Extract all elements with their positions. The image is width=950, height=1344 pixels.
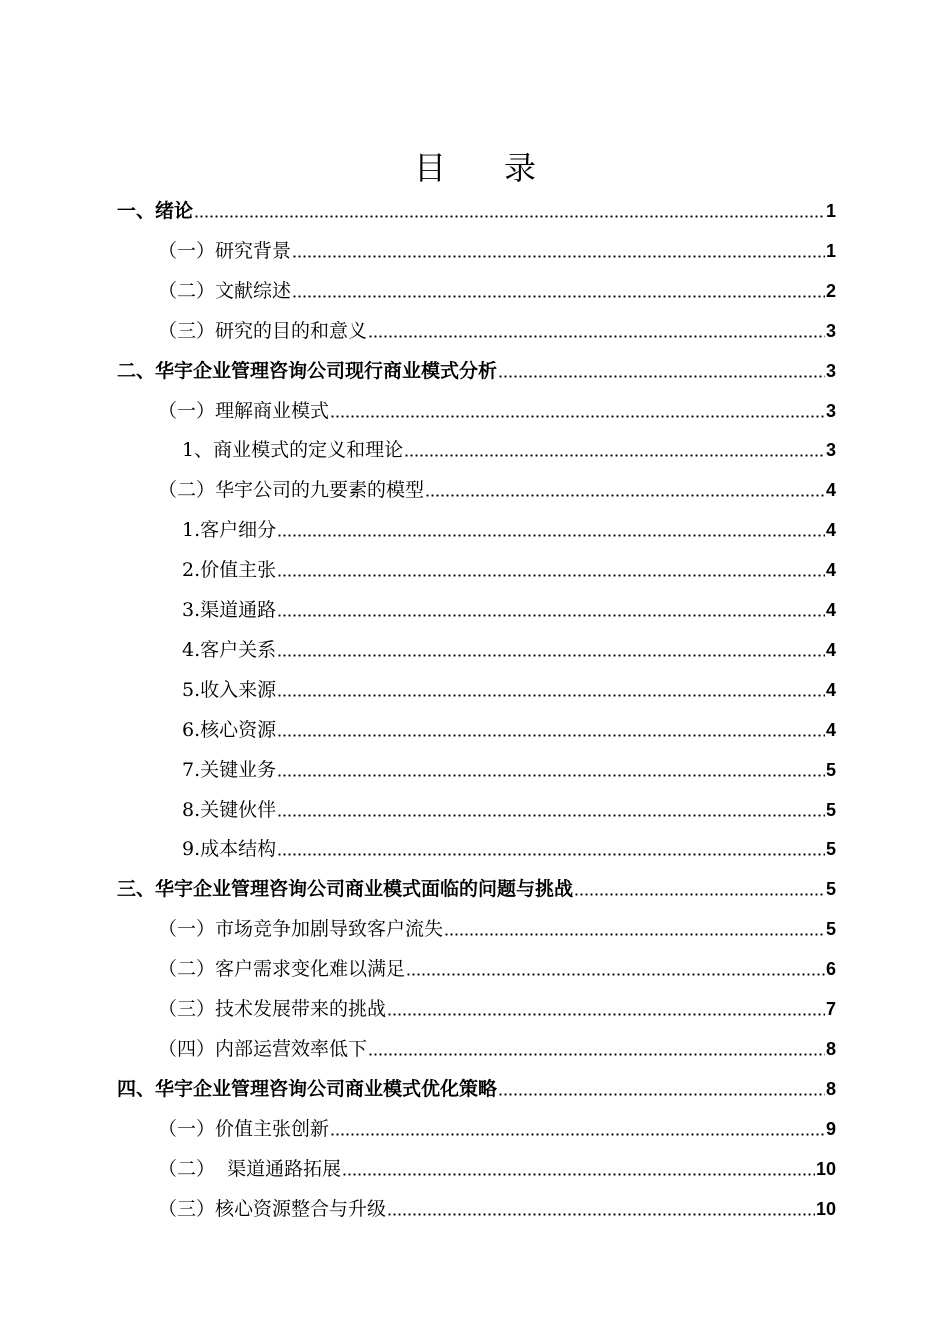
toc-dot-leader [277, 814, 825, 817]
toc-entry-page-number: 8 [825, 1038, 836, 1059]
toc-entry[interactable] [0, 550, 950, 590]
toc-entry-label: 2.价值主张 [182, 559, 277, 582]
toc-entry-page-number: 1 [825, 240, 836, 261]
toc-entry-label: 一、绪论 [117, 200, 194, 222]
toc-entry[interactable] [0, 710, 950, 750]
toc-dot-leader [277, 614, 825, 617]
toc-entry-page-number: 4 [825, 679, 836, 700]
toc-dot-leader [387, 1213, 815, 1216]
toc-entry-page-number: 3 [825, 440, 836, 461]
toc-dot-leader [404, 454, 825, 457]
toc-dot-leader [498, 375, 825, 378]
toc-entry-page-number: 4 [825, 639, 836, 660]
toc-entry-page-number: 9 [825, 1118, 836, 1139]
toc-entry-label: 4.客户关系 [182, 638, 277, 661]
toc-entry-label: （一）市场竞争加剧导致客户流失 [158, 918, 444, 941]
toc-dot-leader [292, 255, 825, 258]
toc-entry-label: 3.渠道通路 [182, 599, 277, 621]
toc-dot-leader [425, 494, 825, 497]
toc-entry-label: （三）技术发展带来的挑战 [158, 998, 387, 1020]
toc-entry[interactable] [0, 829, 950, 869]
toc-entry[interactable] [0, 790, 950, 830]
toc-entry-page-number: 10 [815, 1158, 836, 1179]
toc-dot-leader [574, 893, 825, 896]
toc-dot-leader [277, 574, 825, 577]
toc-entry-label: （一）研究背景 [158, 239, 292, 262]
toc-entry-page-number: 3 [825, 320, 836, 341]
toc-entry[interactable] [0, 391, 950, 431]
toc-entry-page-number: 10 [815, 1198, 836, 1219]
toc-entry-label: （二）华宇公司的九要素的模型 [158, 479, 425, 502]
toc-entry[interactable] [0, 909, 950, 949]
toc-entry-page-number: 5 [825, 839, 836, 860]
toc-entry-page-number: 3 [825, 400, 836, 421]
toc-dot-leader [406, 973, 825, 976]
toc-entry[interactable] [0, 271, 950, 311]
toc-entry-page-number: 4 [825, 600, 836, 620]
toc-entry-page-number: 2 [825, 280, 836, 301]
toc-entry-label: 5.收入来源 [182, 678, 277, 701]
toc-entry[interactable] [0, 1149, 950, 1189]
toc-dot-leader [444, 933, 825, 936]
toc-entry-page-number: 8 [825, 1078, 836, 1099]
toc-entry-page-number: 4 [825, 560, 836, 581]
toc-entry[interactable] [0, 191, 950, 231]
toc-entry-label: （二）客户需求变化难以满足 [158, 958, 406, 981]
toc-entry[interactable] [0, 1189, 950, 1229]
toc-entry[interactable] [0, 1069, 950, 1109]
toc-entry-label: 二、华宇企业管理咨询公司现行商业模式分析 [117, 359, 498, 382]
toc-entry-label: 7.关键业务 [182, 758, 277, 781]
toc-entry-page-number: 5 [825, 879, 836, 900]
toc-dot-leader [498, 1093, 825, 1096]
toc-dot-leader [342, 1173, 815, 1176]
toc-entry[interactable] [0, 231, 950, 271]
toc-entry-page-number: 5 [825, 919, 836, 940]
toc-entry-label: 1、商业模式的定义和理论 [182, 439, 404, 462]
toc-entry-label: （三）核心资源整合与升级 [158, 1197, 387, 1220]
toc-entry[interactable] [0, 590, 950, 630]
toc-entry-label: 6.核心资源 [182, 718, 277, 741]
toc-entry[interactable] [0, 430, 950, 470]
toc-dot-leader [330, 1133, 825, 1136]
toc-dot-leader [277, 774, 825, 777]
toc-entry-page-number: 6 [825, 959, 836, 980]
toc-entry[interactable] [0, 989, 950, 1029]
toc-entry-label: 9.成本结构 [182, 838, 277, 861]
toc-dot-leader [277, 534, 825, 537]
toc-entry-page-number: 5 [825, 799, 836, 820]
toc-dot-leader [387, 1013, 825, 1016]
toc-dot-leader [292, 295, 825, 298]
toc-dot-leader [277, 694, 825, 697]
toc-dot-leader [277, 654, 825, 657]
toc-entry-page-number: 1 [825, 201, 836, 221]
toc-entry-label: （一）价值主张创新 [158, 1117, 330, 1140]
toc-entry-page-number: 4 [825, 520, 836, 541]
toc-dot-leader [277, 734, 825, 737]
toc-entry[interactable] [0, 311, 950, 351]
toc-title: 目录 [413, 149, 594, 187]
toc-entry[interactable] [0, 869, 950, 909]
toc-entry-page-number: 7 [825, 999, 836, 1019]
toc-entry[interactable] [0, 1109, 950, 1149]
toc-entry-label: （二）文献综述 [158, 279, 292, 302]
toc-dot-leader [368, 1053, 825, 1056]
toc-entry[interactable] [0, 630, 950, 670]
toc-entry-page-number: 4 [825, 480, 836, 501]
toc-entry[interactable] [0, 1029, 950, 1069]
toc-entry[interactable] [0, 510, 950, 550]
toc-entry-label: （四）内部运营效率低下 [158, 1037, 368, 1060]
toc-entry[interactable] [0, 750, 950, 790]
toc-dot-leader [194, 215, 825, 218]
toc-entry-label: 8.关键伙伴 [182, 798, 277, 821]
toc-entry-label: （二） 渠道通路拓展 [158, 1157, 342, 1180]
toc-entry-label: 四、华宇企业管理咨询公司商业模式优化策略 [117, 1077, 498, 1100]
toc-entry-page-number: 3 [825, 360, 836, 381]
toc-entry-label: （三）研究的目的和意义 [158, 319, 368, 342]
toc-entry-label: （一）理解商业模式 [158, 399, 330, 422]
toc-dot-leader [330, 415, 825, 418]
toc-entry[interactable] [0, 351, 950, 391]
toc-entry-label: 三、华宇企业管理咨询公司商业模式面临的问题与挑战 [117, 878, 574, 901]
toc-dot-leader [368, 335, 825, 338]
toc-entry-page-number: 5 [825, 759, 836, 780]
toc-entry-label: 1.客户细分 [182, 519, 277, 542]
toc-entry-page-number: 4 [825, 719, 836, 740]
toc-entry[interactable] [0, 949, 950, 989]
toc-dot-leader [277, 853, 825, 856]
toc-entry[interactable] [0, 670, 950, 710]
toc-entry[interactable] [0, 470, 950, 510]
